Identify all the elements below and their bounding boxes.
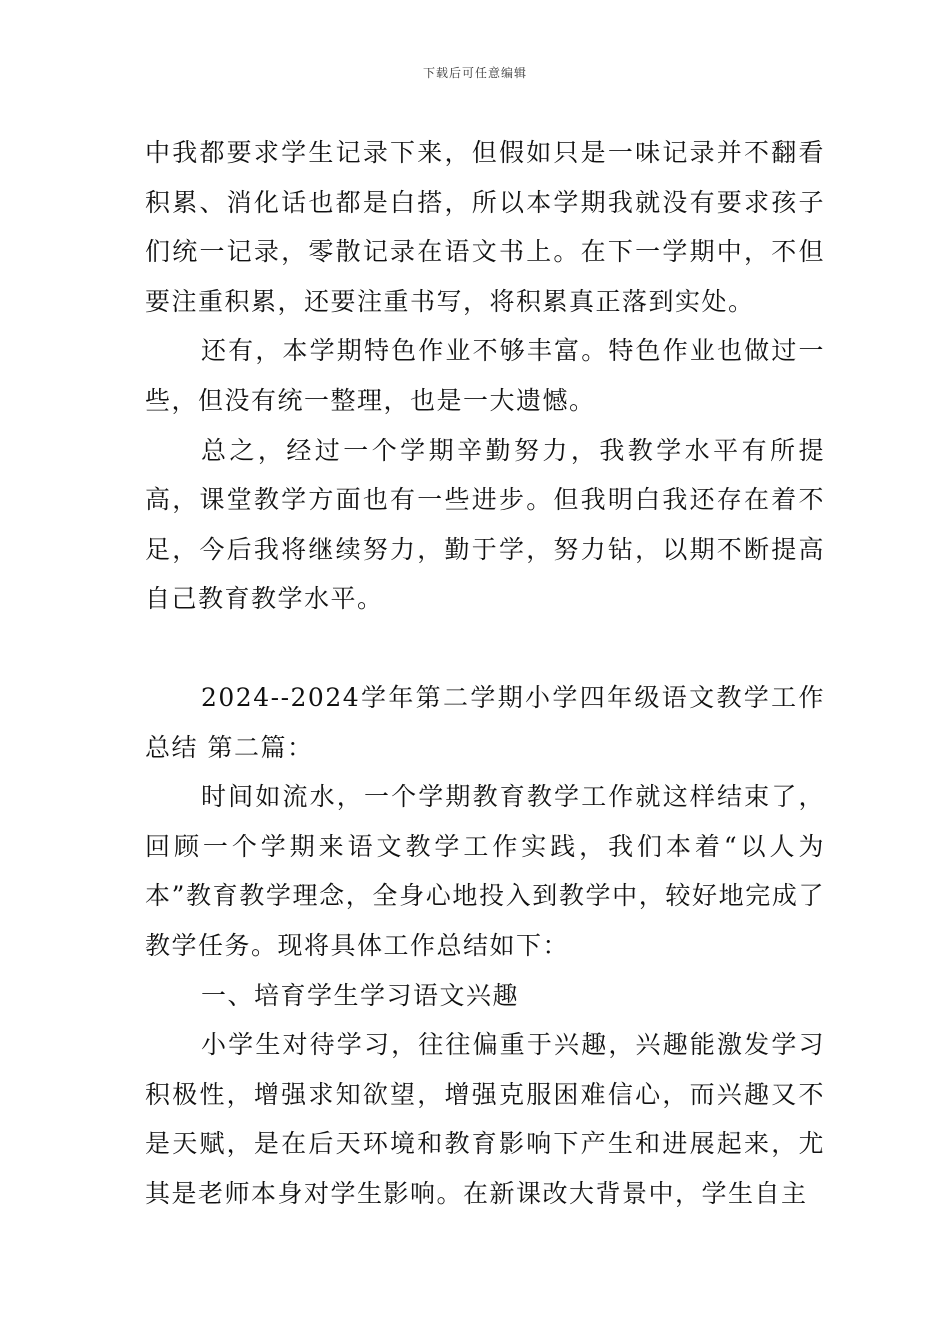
- page-header: 下载后可任意编辑: [422, 66, 527, 80]
- paragraph-homework: 还有，本学期特色作业不够丰富。特色作业也做过一些，但没有统一整理，也是一大遗憾。: [145, 336, 825, 415]
- paragraph-continuation: 中我都要求学生记录下来，但假如只是一味记录并不翻看积累、消化话也都是白搭，所以本学期我就没有要求孩子们统一记录，零散记录在语文书上。在下一学期中，不但要注重积累，还要注重书写，将积累真正落到实处。: [145, 138, 825, 316]
- document-body: [145, 128, 825, 1218]
- paragraph-intro: 时间如流水，一个学期教育教学工作就这样结束了，回顾一个学期来语文教学工作实践，我们本着“以人为本”教育教学理念，全身心地投入到教学中，较好地完成了教学任务。现将具体工作总结如下：: [145, 782, 825, 960]
- section-title: 2024--2024学年第二学期小学四年级语文教学工作总结 第二篇：: [145, 682, 825, 762]
- paragraph-interest: 小学生对待学习，往往偏重于兴趣，兴趣能激发学习积极性，增强求知欲望，增强克服困难信心，而兴趣又不是天赋，是在后天环境和教育影响下产生和进展起来，尤其是老师本身对学生影响。在新课改大背景中，学生自主: [145, 1030, 825, 1208]
- paragraph-conclusion: 总之，经过一个学期辛勤努力，我教学水平有所提高，课堂教学方面也有一些进步。但我明白我还存在着不足，今后我将继续努力，勤于学，努力钻，以期不断提高自己教育教学水平。: [145, 435, 825, 614]
- section-heading-interest: 一、培育学生学习语文兴趣: [201, 980, 520, 1010]
- section-gap: [145, 624, 825, 673]
